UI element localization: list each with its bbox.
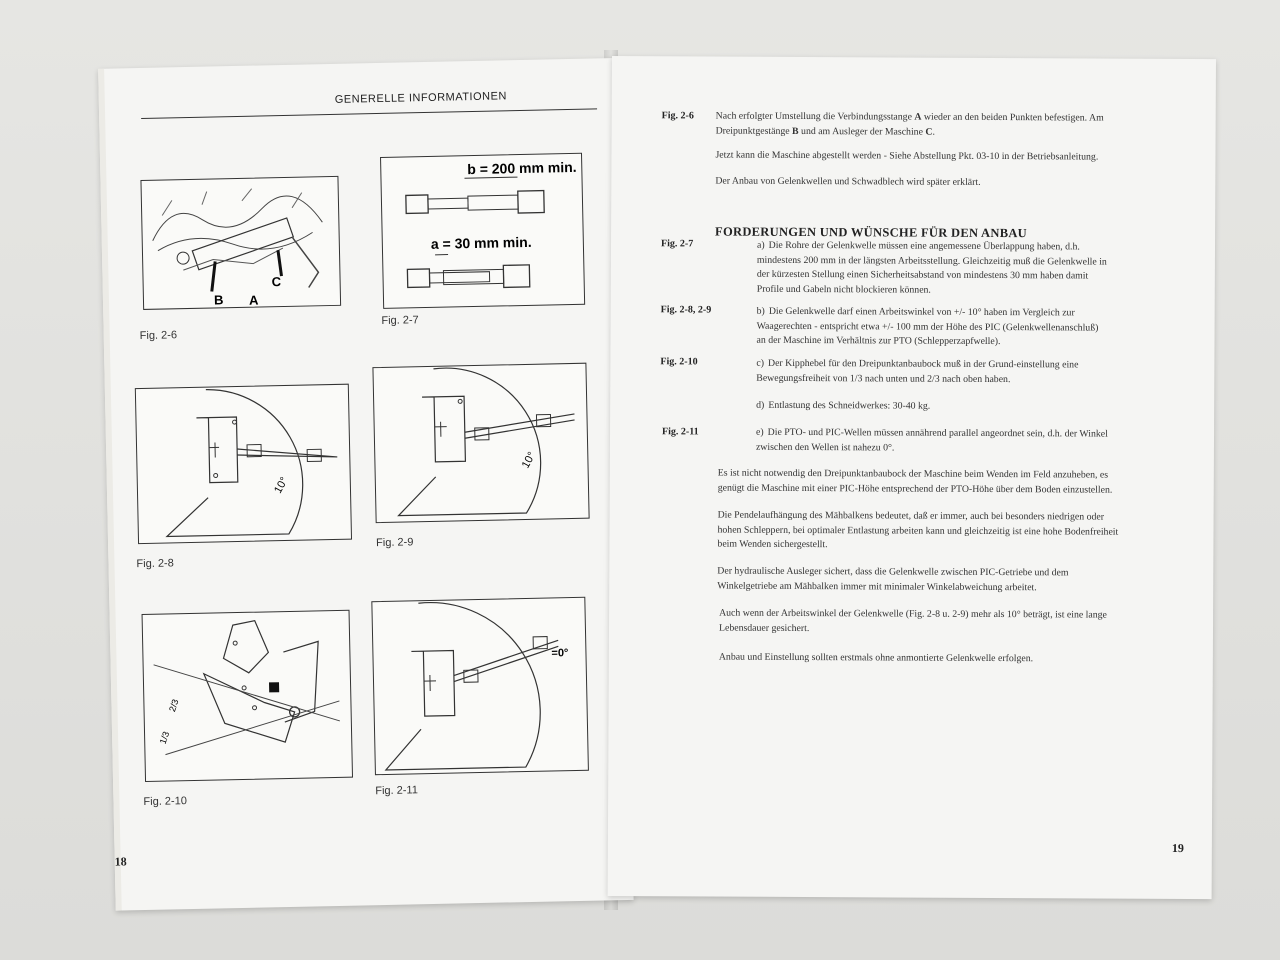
section-heading: FORDERUNGEN UND WÜNSCHE FÜR DEN ANBAU (715, 224, 1028, 241)
item-c (756, 357, 1196, 388)
item-d-line-1: Entlastung des Schneidwerkes: 30-40 kg. (768, 399, 931, 412)
intro-fig-ref: Fig. 2-6 (661, 110, 694, 122)
item-c-line-2: Bewegungsfreiheit von 1/3 nach unten und 2/3 nach oben haben. (756, 372, 1011, 385)
paragraph-1-line-2: genügt die Maschine mit einer PIC-Höhe entsprechend der PTO-Höhe über dem Boden einzustellen. (717, 482, 1113, 496)
item-b-line-2: Waagerechten - entspricht etwa +/- 100 mm der Höhe des PIC (Gelenkwellenanschluß) (756, 320, 1099, 334)
figure-2-11-caption: Fig. 2-11 (375, 784, 419, 798)
paragraph-5 (719, 651, 1189, 668)
item-d-letter: d) (756, 399, 765, 411)
page-number-left: 18 (114, 854, 127, 869)
intro-paragraph (716, 110, 1196, 142)
item-b (756, 305, 1196, 351)
fig-2-6-label-b: B (213, 292, 224, 308)
item-a-line-3: der kürzesten Stellung einen Sicherheitsabstand von mindestens 30 mm haben damit (756, 268, 1089, 282)
item-c-fig-ref: Fig. 2-10 (660, 356, 698, 368)
item-a (757, 239, 1197, 299)
intro-line2-bold1: B (792, 125, 799, 137)
fig-2-7-label-a: a = 30 mm min. (430, 233, 532, 252)
intro-line2-mid: und am Ausleger der Maschine (798, 125, 926, 138)
figure-2-6-caption: Fig. 2-6 (139, 329, 178, 343)
figure-2-7-caption: Fig. 2-7 (381, 314, 419, 327)
paragraph-3 (717, 565, 1187, 596)
figure-2-6 (140, 176, 341, 310)
figure-2-7 (380, 153, 585, 309)
paragraph-2 (717, 509, 1187, 555)
header-rule (141, 108, 597, 119)
paragraph-3-line-1: Der hydraulische Ausleger sichert, dass die Gelenkwelle zwischen PIC-Getriebe und dem (717, 565, 1069, 579)
item-a-line-1: Die Rohre der Gelenkwelle müssen eine angemessene Überlappung haben, d.h. (768, 239, 1080, 253)
paragraph-1 (718, 467, 1188, 498)
fig-2-11-angle: =0° (551, 647, 569, 660)
paragraph-5-line-1: Anbau und Einstellung sollten erstmals ohne anmontierte Gelenkwelle erfolgen. (718, 651, 1034, 665)
figure-2-11-drawing (372, 598, 588, 774)
item-a-letter: a) (756, 239, 765, 251)
figure-2-8-caption: Fig. 2-8 (136, 557, 174, 571)
page-header-title: GENERELLE INFORMATIONEN (334, 90, 507, 106)
paragraph-2-line-3: beim Wenden sichergestellt. (717, 538, 828, 551)
item-c-line-1: Der Kipphebel für den Dreipunktanbaubock muß in der Grund-einstellung eine (767, 357, 1079, 371)
figure-2-9-drawing (373, 364, 588, 522)
item-b-letter: b) (756, 305, 765, 317)
fig-2-7-label-b: b = 200 mm min. (467, 158, 577, 178)
item-b-line-1: Die Gelenkwelle darf einen Arbeitswinkel von +/- 10° haben im Vergleich zur (768, 305, 1075, 319)
item-c-letter: c) (756, 357, 765, 369)
fig-2-9-angle: 10° (519, 450, 539, 471)
paragraph-1-line-1: Es ist nicht notwendig den Dreipunktanbaubock der Maschine beim Wenden im Feld anzuheben, es (717, 467, 1109, 481)
item-b-fig-ref: Fig. 2-8, 2-9 (660, 304, 712, 316)
right-page (608, 56, 1216, 899)
figure-2-11 (371, 597, 589, 775)
item-a-fig-ref: Fig. 2-7 (660, 238, 694, 250)
paragraph-4-line-2: Lebensdauer gesichert. (718, 622, 810, 634)
item-e-letter: e) (756, 426, 764, 438)
paragraph-2-line-1: Die Pendelaufhängung des Mähbalkens bedeutet, daß er immer, auch bei besonders niedrigen oder (717, 509, 1105, 523)
item-a-line-4: Profile und Gabeln nicht blockieren können. (756, 283, 931, 296)
paragraph-4-line-1: Auch wenn der Arbeitswinkel der Gelenkwelle (Fig. 2-8 u. 2-9) mehr als 10° beträgt, ist eine lange (719, 607, 1107, 621)
figure-2-10-caption: Fig. 2-10 (143, 795, 188, 809)
item-a-line-2: mindestens 200 mm in der längsten Arbeitsstellung. Gleichzeitig muß die Gelenkwelle in (756, 254, 1107, 268)
fig-2-8-angle: 10° (272, 475, 291, 496)
intro-line2-pre: Dreipunktgestänge (715, 125, 793, 137)
item-e-fig-ref: Fig. 2-11 (662, 426, 699, 438)
intro-line1-pre: Nach erfolgter Umstellung die Verbindungsstange (715, 110, 915, 123)
fig-2-6-label-c: C (271, 274, 282, 290)
left-page (98, 58, 634, 911)
figure-2-9-caption: Fig. 2-9 (375, 536, 414, 550)
page-number-right: 19 (1171, 840, 1184, 856)
intro-line2-post: . (932, 126, 935, 138)
paragraph-4 (719, 607, 1189, 638)
intro-line2-bold2: C (925, 126, 933, 138)
figure-2-7-drawing (381, 154, 584, 308)
figure-2-8 (135, 384, 352, 544)
item-e-line-2: zwischen den Wellen ist nahezu 0°. (755, 441, 895, 453)
paragraph-2-line-2: hohen Schleppern, bei optimaler Entlastung arbeiten kann und gleichzeitig ist eine hohe Bodenfreiheit (717, 524, 1119, 538)
fig-2-10-label-one-third: 1/3 (157, 730, 172, 746)
intro-paragraph-3: Der Anbau von Gelenkwellen und Schwadblech wird später erklärt. (715, 175, 981, 188)
figure-2-9 (372, 363, 589, 523)
figure-2-8-drawing (136, 385, 351, 543)
item-d (756, 399, 1196, 416)
figure-2-10-drawing (143, 611, 352, 781)
intro-line1-post: wieder an den beiden Punkten befestigen. Am (921, 111, 1104, 124)
fig-2-6-label-a: A (248, 292, 259, 308)
item-b-line-3: an der Maschine im Verhältnis zur PTO (Schlepperzapfwelle). (756, 334, 1001, 348)
intro-line1-bold: A (914, 111, 922, 123)
fig-2-10-label-two-thirds: 2/3 (167, 697, 181, 714)
figure-2-6-drawing (141, 177, 340, 309)
intro-paragraph-2: Jetzt kann die Maschine abgestellt werden - Siehe Abstellung Pkt. 03-10 in der Betriebsanleitung. (715, 149, 1099, 163)
item-e (756, 426, 1196, 457)
item-e-line-1: Die PTO- und PIC-Wellen müssen annährend parallel angeordnet sein, d.h. der Winkel (767, 426, 1108, 440)
figure-2-10 (142, 610, 353, 782)
paragraph-3-line-2: Winkelgetriebe am Mähbalken immer mit minimaler Winkelabweichung arbeitet. (717, 580, 1037, 593)
